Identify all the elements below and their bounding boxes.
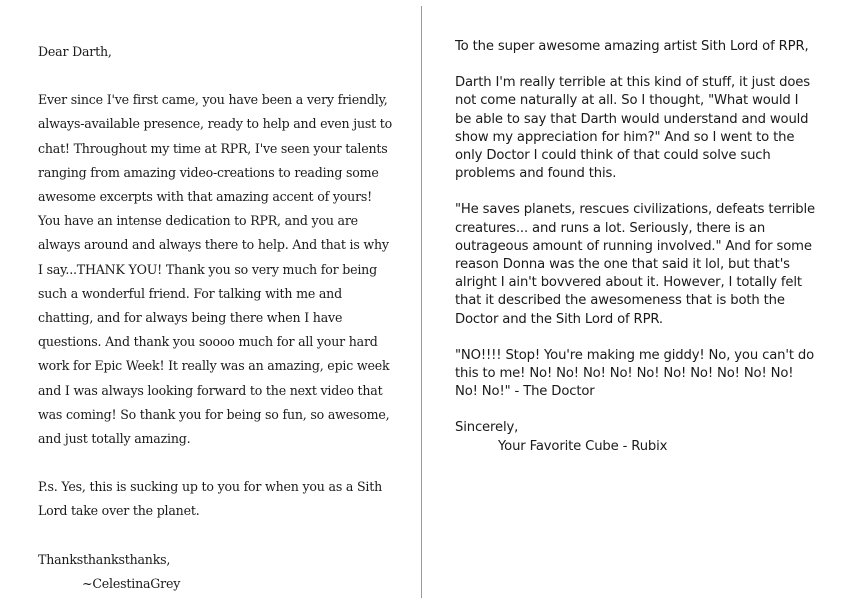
right-greeting: To the super awesome amazing artist Sith Lord of RPR,	[455, 39, 809, 54]
left-letter	[38, 40, 393, 596]
right-letter	[455, 38, 817, 456]
right-closing: Sincerely,	[455, 420, 519, 436]
left-closing: Thanksthanksthanks,	[38, 551, 171, 567]
right-signature: Your Favorite Cube - Rubix	[498, 438, 668, 454]
left-signature: ~CelestinaGrey	[82, 575, 181, 591]
right-paragraph-3: "NO!!!! Stop! You're making me giddy! No, you can't do this to me! No! No! No! No! No! No! No! No! No! No! No! No!" - The Doctor	[455, 347, 815, 400]
left-greeting: Dear Darth,	[38, 44, 112, 59]
page-divider	[421, 6, 422, 598]
left-body: Ever since I've first came, you have been a very friendly, always-available presence, ready to help and even just to chat! Throughout my time at RPR, I've seen your talents ranging from amazing video-creations to reading some awesome excerpts with that amazing accent of yours! You have an intense dedication to RPR, and you are always around and always there to help. And that is why I say...THANK YOU! Thank you so very much for being such a wonderful friend. For talking with me and chatting, and for always being there when I have questions. And thank you soooo much for all your hard work for Epic Week! It really was an amazing, epic week and I was always looking forward to the next video that was coming! So thank you for being so fun, so awesome, and just totally amazing.	[38, 92, 393, 447]
right-paragraph-2: "He saves planets, rescues civilizations, defeats terrible creatures... and runs a lot. Seriously, there is an outrageous amount of running involved." And for some reason Donna was the one that said it lol, but that's alright I ain't bovvered about it. However, I totally felt that it described the awesomeness that is both the Doctor and the Sith Lord of RPR.	[455, 202, 815, 327]
right-paragraph-1: Darth I'm really terrible at this kind of stuff, it just does not come naturally at all. So I thought, "What would I be able to say that Darth would understand and would show my appreciation for him?" And so I went to the only Doctor I could think of that could solve such problems and found this.	[455, 75, 810, 182]
left-postscript: P.s. Yes, this is sucking up to you for when you as a Sith Lord take over the planet.	[38, 479, 383, 519]
